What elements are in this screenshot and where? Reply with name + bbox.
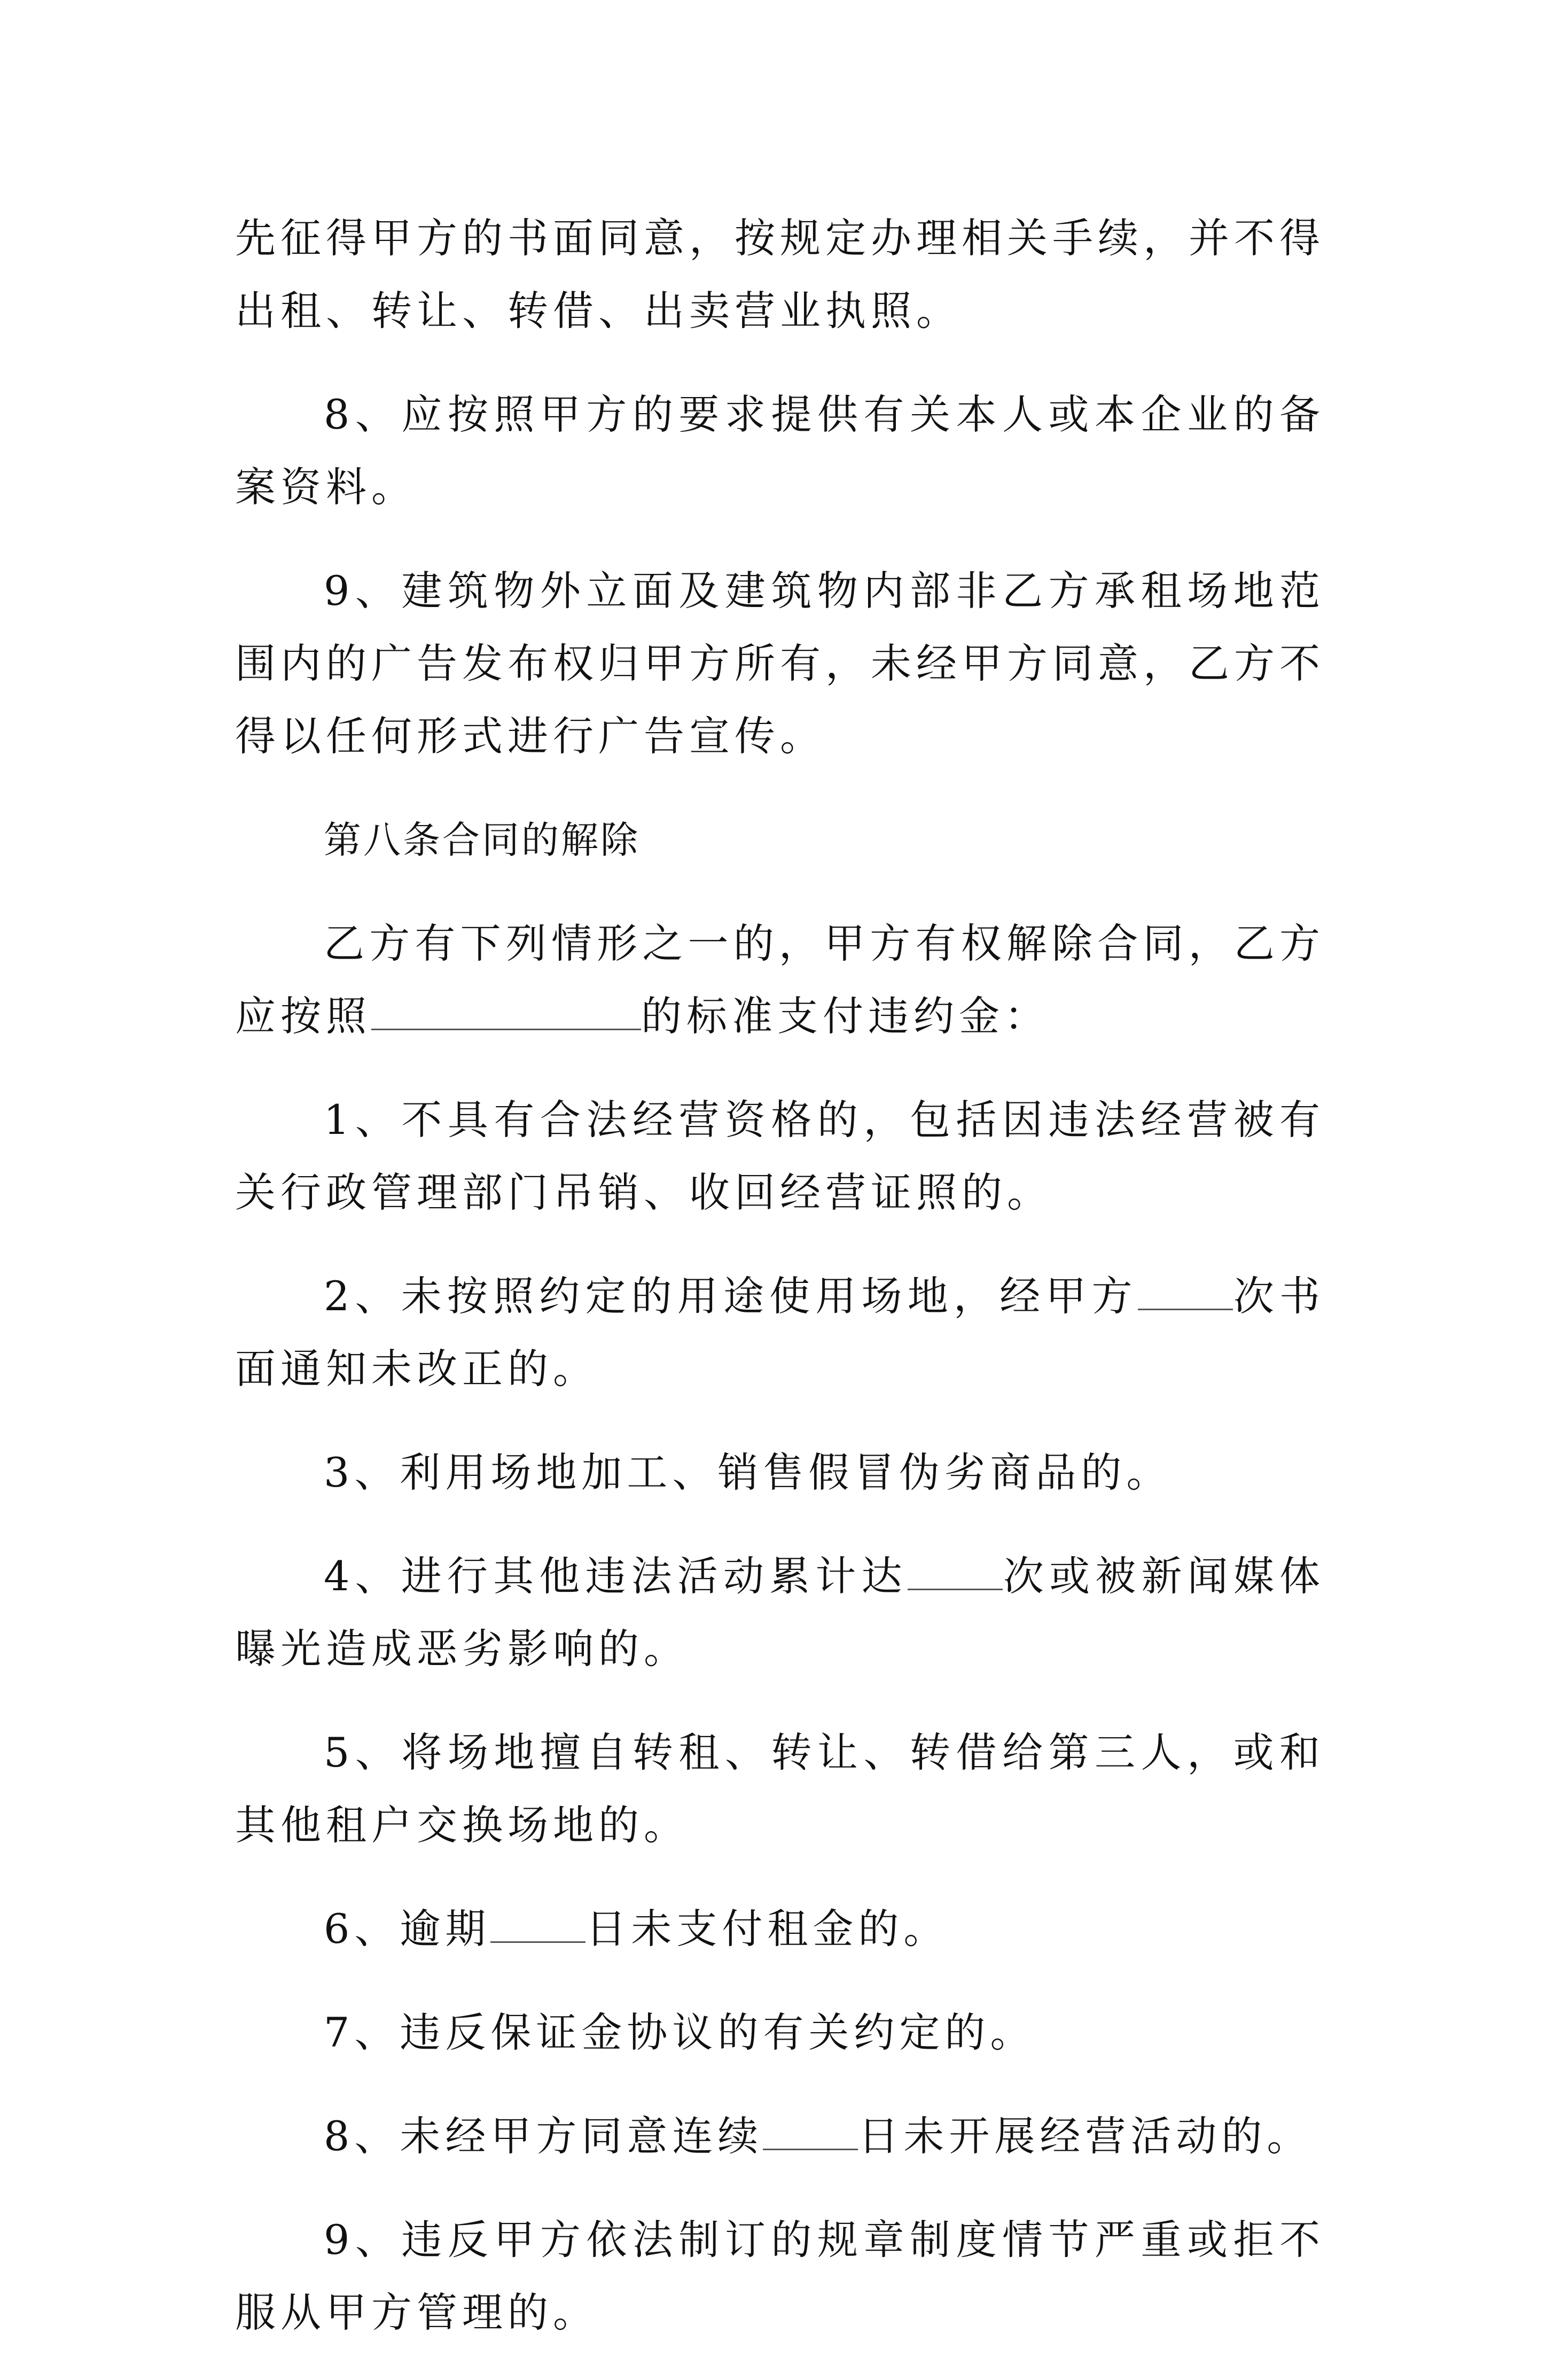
termination-item-5: 5、将场地擅自转租、转让、转借给第三人，或和其他租户交换场地的。 [235,1729,1325,1849]
overdue-days-blank [490,1908,585,1943]
clause-9-advertising-rights: 9、建筑物外立面及建筑物内部非乙方承租场地范围内的广告发布权归甲方所有，未经甲方同意，乙方不得以任何形式进行广告宣传。 [235,567,1325,760]
document-body [235,202,1325,2380]
termination-item-4-text-b: 次或被新闻媒体曝光造成恶劣影响的。 [235,1552,1325,1673]
termination-item-4-text-a: 4、进行其他违法活动累计达 [324,1552,908,1600]
termination-item-9: 9、违反甲方依法制订的规章制度情节严重或拒不服从甲方管理的。 [235,2216,1325,2336]
termination-item-8-text-a: 8、未经甲方同意连续 [324,2112,763,2160]
violation-count-blank [908,1555,1003,1590]
termination-item-8-text-b: 日未开展经营活动的。 [858,2112,1313,2160]
termination-intro [235,907,1325,1053]
section-heading: 第八条合同的解除 [324,818,640,862]
paragraph-continuation: 先征得甲方的书面同意，按规定办理相关手续，并不得出租、转让、转借、出卖营业执照。 [235,214,1325,335]
termination-intro-text-b: 的标准支付违约金： [641,992,1050,1040]
termination-item-7: 7、违反保证金协议的有关约定的。 [324,2009,1036,2056]
termination-intro-text-a: 乙方有下列情形之一的，甲方有权解除合同，乙方应按照 [235,920,1325,1040]
termination-item-2-text-a: 2、未按照约定的用途使用场地，经甲方 [324,1272,1138,1320]
termination-item-2 [235,1260,1325,1405]
inactive-days-blank [763,2115,858,2150]
termination-item-4 [235,1540,1325,1685]
termination-item-6-text-b: 日未支付租金的。 [585,1905,949,1953]
termination-item-2-text-b: 次书面通知未改正的。 [235,1272,1325,1393]
termination-item-6-text-a: 6、逾期 [324,1905,491,1953]
clause-8-filing-materials: 8、应按照甲方的要求提供有关本人或本企业的备案资料。 [235,391,1325,511]
termination-item-3: 3、利用场地加工、销售假冒伪劣商品的。 [324,1449,1172,1496]
penalty-standard-blank [371,995,641,1030]
termination-item-1: 1、不具有合法经营资格的，包括因违法经营被有关行政管理部门吊销、收回经营证照的。 [235,1096,1325,1216]
notice-count-blank [1138,1275,1233,1310]
termination-item-6 [235,1893,1325,1965]
termination-item-8 [235,2100,1325,2173]
